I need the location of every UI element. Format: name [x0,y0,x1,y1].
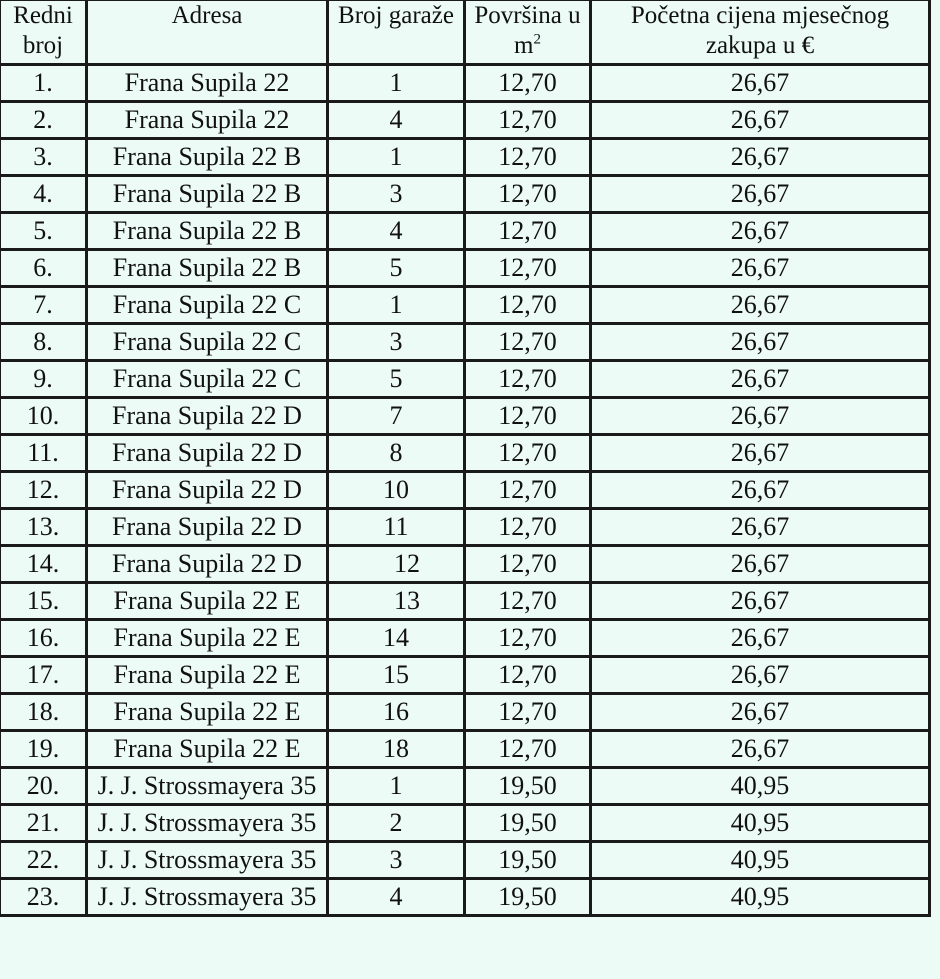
address-cell: Frana Supila 22 E [87,583,328,620]
row-number-cell: 14. [0,546,87,583]
area-cell: 19,50 [465,842,591,879]
header-starting-price: Početna cijena mjesečnog zakupa u € [591,0,930,65]
table-row [0,694,930,731]
garage-number-cell: 18 [328,731,465,768]
table-row [0,546,930,583]
price-cell: 26,67 [591,398,930,435]
price-cell: 26,67 [591,139,930,176]
row-number-cell: 7. [0,287,87,324]
table-row [0,583,930,620]
address-cell: Frana Supila 22 D [87,398,328,435]
area-cell: 12,70 [465,398,591,435]
price-cell: 26,67 [591,731,930,768]
address-cell: Frana Supila 22 B [87,250,328,287]
table-row [0,435,930,472]
header-row-number: Redni broj [0,0,87,65]
address-cell: Frana Supila 22 [87,102,328,139]
table-row [0,842,930,879]
garage-number-cell: 13 [328,583,465,620]
garage-number-cell: 1 [328,287,465,324]
garage-number-cell: 5 [328,361,465,398]
garage-number-cell: 4 [328,213,465,250]
table-row [0,509,930,546]
price-cell: 26,67 [591,694,930,731]
garage-number-cell: 8 [328,435,465,472]
row-number-cell: 13. [0,509,87,546]
table-row [0,768,930,805]
table-row [0,805,930,842]
row-number-cell: 18. [0,694,87,731]
address-cell: J. J. Strossmayera 35 [87,768,328,805]
row-number-cell: 17. [0,657,87,694]
table-row [0,620,930,657]
table-row [0,139,930,176]
row-number-cell: 10. [0,398,87,435]
table-row [0,287,930,324]
table-row [0,731,930,768]
header-area: Površina u $m^2$ [465,0,591,65]
garage-number-cell: 11 [328,509,465,546]
address-cell: Frana Supila 22 D [87,546,328,583]
price-cell: 26,67 [591,472,930,509]
garage-number-cell: 3 [328,324,465,361]
address-cell: J. J. Strossmayera 35 [87,879,328,916]
row-number-cell: 20. [0,768,87,805]
area-cell: 12,70 [465,250,591,287]
garage-number-cell: 4 [328,102,465,139]
price-cell: 40,95 [591,805,930,842]
table-row [0,176,930,213]
garage-number-cell: 12 [328,546,465,583]
table-row [0,879,930,916]
area-cell: 12,70 [465,509,591,546]
garage-number-cell: 16 [328,694,465,731]
area-cell: 19,50 [465,805,591,842]
address-cell: Frana Supila 22 D [87,435,328,472]
price-cell: 26,67 [591,546,930,583]
price-cell: 26,67 [591,583,930,620]
row-number-cell: 19. [0,731,87,768]
table-row [0,361,930,398]
price-cell: 26,67 [591,509,930,546]
address-cell: Frana Supila 22 E [87,694,328,731]
price-cell: 26,67 [591,213,930,250]
address-cell: Frana Supila 22 D [87,472,328,509]
row-number-cell: 5. [0,213,87,250]
price-cell: 26,67 [591,657,930,694]
price-cell: 40,95 [591,768,930,805]
row-number-cell: 3. [0,139,87,176]
area-cell: 12,70 [465,583,591,620]
address-cell: Frana Supila 22 C [87,324,328,361]
garage-number-cell: 10 [328,472,465,509]
row-number-cell: 6. [0,250,87,287]
price-cell: 26,67 [591,324,930,361]
address-cell: Frana Supila 22 E [87,657,328,694]
garage-number-cell: 3 [328,176,465,213]
table-row [0,398,930,435]
address-cell: J. J. Strossmayera 35 [87,805,328,842]
area-cell: 12,70 [465,139,591,176]
table-row [0,324,930,361]
table-row [0,657,930,694]
area-cell: 12,70 [465,620,591,657]
area-cell: 12,70 [465,176,591,213]
table-row [0,213,930,250]
row-number-cell: 11. [0,435,87,472]
table-row [0,472,930,509]
row-number-cell: 23. [0,879,87,916]
price-cell: 26,67 [591,250,930,287]
area-cell: 12,70 [465,65,591,102]
area-cell: 19,50 [465,768,591,805]
header-address: Adresa [87,0,328,65]
price-cell: 26,67 [591,620,930,657]
garage-number-cell: 1 [328,65,465,102]
address-cell: Frana Supila 22 [87,65,328,102]
area-cell: 12,70 [465,102,591,139]
price-cell: 26,67 [591,102,930,139]
price-cell: 26,67 [591,65,930,102]
area-cell: 12,70 [465,546,591,583]
price-cell: 40,95 [591,879,930,916]
address-cell: Frana Supila 22 B [87,176,328,213]
address-cell: Frana Supila 22 B [87,213,328,250]
area-cell: 12,70 [465,361,591,398]
area-cell: 12,70 [465,435,591,472]
row-number-cell: 2. [0,102,87,139]
row-number-cell: 4. [0,176,87,213]
price-cell: 40,95 [591,842,930,879]
row-number-cell: 1. [0,65,87,102]
price-cell: 26,67 [591,176,930,213]
table-row [0,65,930,102]
table-row [0,250,930,287]
area-cell: 12,70 [465,324,591,361]
address-cell: Frana Supila 22 C [87,361,328,398]
garage-number-cell: 7 [328,398,465,435]
garage-number-cell: 3 [328,842,465,879]
garage-number-cell: 15 [328,657,465,694]
area-cell: 12,70 [465,731,591,768]
address-cell: Frana Supila 22 E [87,731,328,768]
row-number-cell: 15. [0,583,87,620]
area-cell: 12,70 [465,657,591,694]
garage-number-cell: 2 [328,805,465,842]
price-cell: 26,67 [591,361,930,398]
row-number-cell: 16. [0,620,87,657]
row-number-cell: 22. [0,842,87,879]
header-garage-number: Broj garaže [328,0,465,65]
garage-number-cell: 4 [328,879,465,916]
header-row [0,0,930,65]
garage-number-cell: 1 [328,139,465,176]
price-cell: 26,67 [591,287,930,324]
address-cell: Frana Supila 22 D [87,509,328,546]
row-number-cell: 21. [0,805,87,842]
area-cell: 12,70 [465,472,591,509]
table-header [0,0,930,65]
area-cell: 12,70 [465,694,591,731]
table-row [0,102,930,139]
area-cell: 19,50 [465,879,591,916]
table-body [0,65,930,916]
row-number-cell: 9. [0,361,87,398]
address-cell: Frana Supila 22 C [87,287,328,324]
address-cell: Frana Supila 22 E [87,620,328,657]
garage-number-cell: 1 [328,768,465,805]
area-cell: 12,70 [465,213,591,250]
area-cell: 12,70 [465,287,591,324]
row-number-cell: 12. [0,472,87,509]
row-number-cell: 8. [0,324,87,361]
address-cell: J. J. Strossmayera 35 [87,842,328,879]
address-cell: Frana Supila 22 B [87,139,328,176]
garage-number-cell: 14 [328,620,465,657]
garage-number-cell: 5 [328,250,465,287]
price-cell: 26,67 [591,435,930,472]
